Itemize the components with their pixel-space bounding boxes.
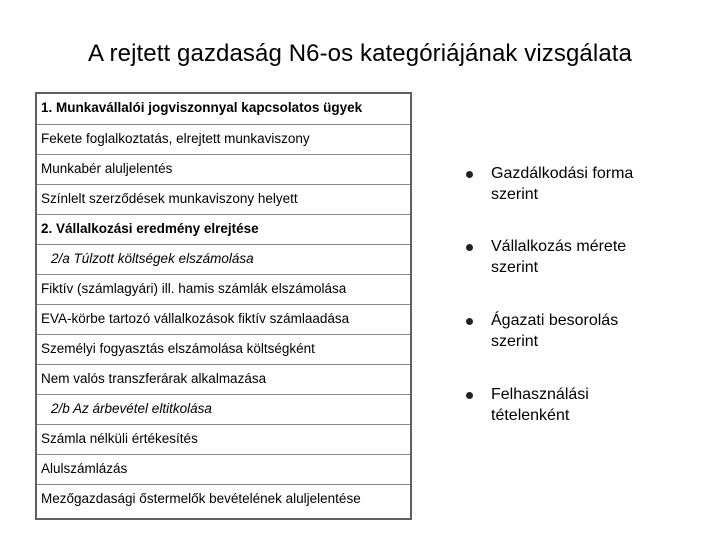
bullet-line: szerint [491,186,539,203]
table-row: Nem valós transzferárak alkalmazása [37,364,410,394]
bullet-line: Felhasználási [491,386,589,403]
bullet-line: Vállalkozás mérete [491,238,627,255]
bullet-dot-icon [466,392,473,399]
bullet-text [491,384,701,426]
table-row: Munkabér aluljelentés [37,154,410,184]
table-row: Számla nélküli értékesítés [37,424,410,454]
bullet-text [491,163,701,205]
bullet-line: szerint [491,259,539,276]
table-row: Alulszámlázás [37,454,410,484]
table-row: 2. Vállalkozási eredmény elrejtése [37,214,410,244]
table-row: 2/a Túlzott költségek elszámolása [37,244,410,274]
bullet-line: tételenként [491,407,570,424]
bullet-line: Gazdálkodási forma [491,165,634,182]
category-table [35,92,412,520]
table-row: EVA-körbe tartozó vállalkozások fiktív számlaadása [37,304,410,334]
bullet-text [491,310,701,352]
table-row: 1. Munkavállalói jogviszonnyal kapcsolatos ügyek [41,100,363,115]
bullet-dot-icon [466,171,473,178]
bullet-dot-icon [466,244,473,251]
table-row: Személyi fogyasztás elszámolása költségként [37,334,410,364]
bullet-text [491,236,701,278]
table-row: Fekete foglalkoztatás, elrejtett munkaviszony [37,124,410,154]
table-row: Mezőgazdasági őstermelők bevételének aluljelentése [37,484,410,514]
table-row: Fiktív (számlagyári) ill. hamis számlák elszámolása [37,274,410,304]
slide-title: A rejtett gazdaság N6-os kategóriájának vizsgálata [88,40,632,67]
bullet-dot-icon [466,318,473,325]
table-row: Színlelt szerződések munkaviszony helyett [37,184,410,214]
bullet-line: Ágazati besorolás [491,312,619,329]
bullet-line: szerint [491,333,539,350]
table-row: 2/b Az árbevétel eltitkolása [37,394,410,424]
